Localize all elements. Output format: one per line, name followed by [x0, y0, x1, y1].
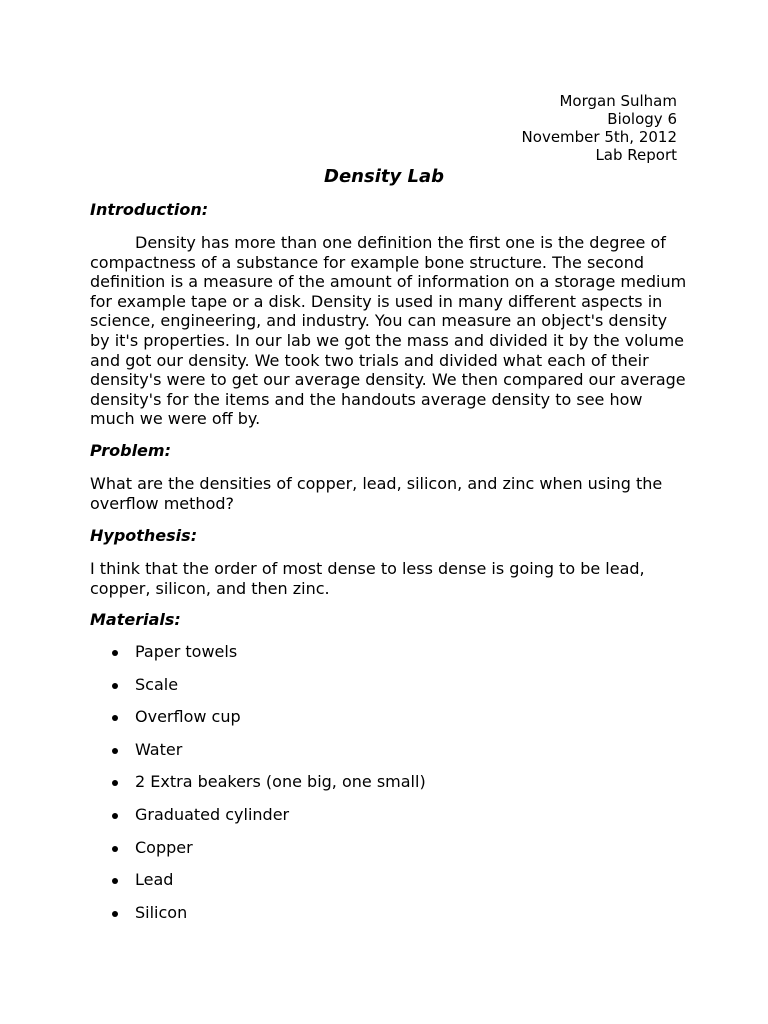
page-title: Density Lab: [324, 166, 444, 187]
bullet-icon: [112, 715, 118, 721]
hypothesis-paragraph: I think that the order of most dense to less dense is going to be lead, copper, silicon, and then zinc.: [90, 559, 645, 598]
bullet-icon: [112, 683, 118, 689]
bullet-icon: [112, 878, 118, 884]
material-label: Scale: [135, 674, 179, 694]
course-name: Biology 6: [607, 110, 677, 128]
material-label: Copper: [135, 837, 193, 857]
bullet-icon: [112, 650, 118, 656]
bullet-icon: [112, 911, 118, 917]
bullet-icon: [112, 748, 118, 754]
problem-paragraph: What are the densities of copper, lead, silicon, and zinc when using the overflow method?: [90, 474, 663, 513]
materials-heading: Materials:: [90, 610, 181, 629]
introduction-heading: Introduction:: [90, 200, 209, 219]
material-label: Lead: [135, 870, 174, 890]
material-label: Silicon: [135, 902, 188, 922]
hypothesis-heading: Hypothesis:: [90, 526, 198, 545]
material-label: Water: [135, 739, 183, 759]
bullet-icon: [112, 813, 118, 819]
author-name: Morgan Sulham: [559, 92, 677, 110]
bullet-icon: [112, 846, 118, 852]
material-label: 2 Extra beakers (one big, one small): [135, 772, 426, 792]
introduction-paragraph: Density has more than one definition the first one is the degree of compactness of a substance for example bone structure. The second definition is a measure of the amount of information on a storage medium for example tape or a disk. Density is used in many different aspects in science, engineering, and industry. You can measure an object's density by it's properties. In our lab we got the mass and divided it by the volume and got our density. We took two trials and divided what each of their density's were to get our average density. We then compared our average density's for the items and the handouts average density to see how much we were off by.: [90, 233, 687, 429]
bullet-icon: [112, 780, 118, 786]
document-type: Lab Report: [595, 146, 677, 164]
report-date: November 5th, 2012: [521, 128, 677, 146]
problem-heading: Problem:: [90, 441, 171, 460]
header-block: [522, 92, 677, 164]
material-label: Paper towels: [135, 642, 238, 661]
material-label: Overflow cup: [135, 707, 241, 727]
material-label: Graduated cylinder: [135, 804, 290, 824]
